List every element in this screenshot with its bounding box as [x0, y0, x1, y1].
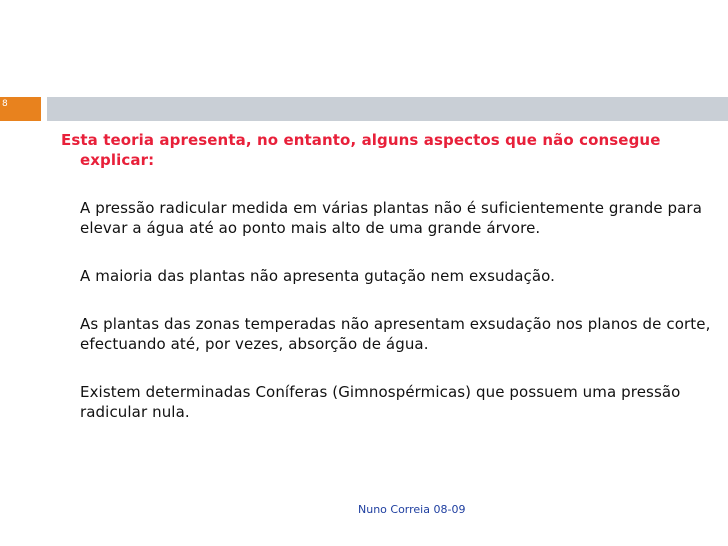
point-gutation: A maioria das plantas não apresenta gutação nem exsudação. [80, 267, 556, 285]
slide-number: 8 [2, 99, 8, 109]
point-pressure: A pressão radicular medida em várias plantas não é suficientemente grande para elevar a água até ao ponto mais alto de uma grande árvore. [80, 199, 702, 237]
slide-number-box [0, 97, 41, 121]
point-conifers: Existem determinadas Coníferas (Gimnospérmicas) que possuem uma pressão radicular nula. [80, 383, 681, 421]
header-bar [47, 97, 728, 121]
footer-author: Nuno Correia 08-09 [358, 503, 466, 516]
slide-content [61, 130, 711, 422]
intro-text: Esta teoria apresenta, no entanto, alguns aspectos que não consegue explicar: [61, 131, 661, 169]
point-temperate: As plantas das zonas temperadas não apresentam exsudação nos planos de corte, efectuando até, por vezes, absorção de água. [80, 315, 711, 353]
